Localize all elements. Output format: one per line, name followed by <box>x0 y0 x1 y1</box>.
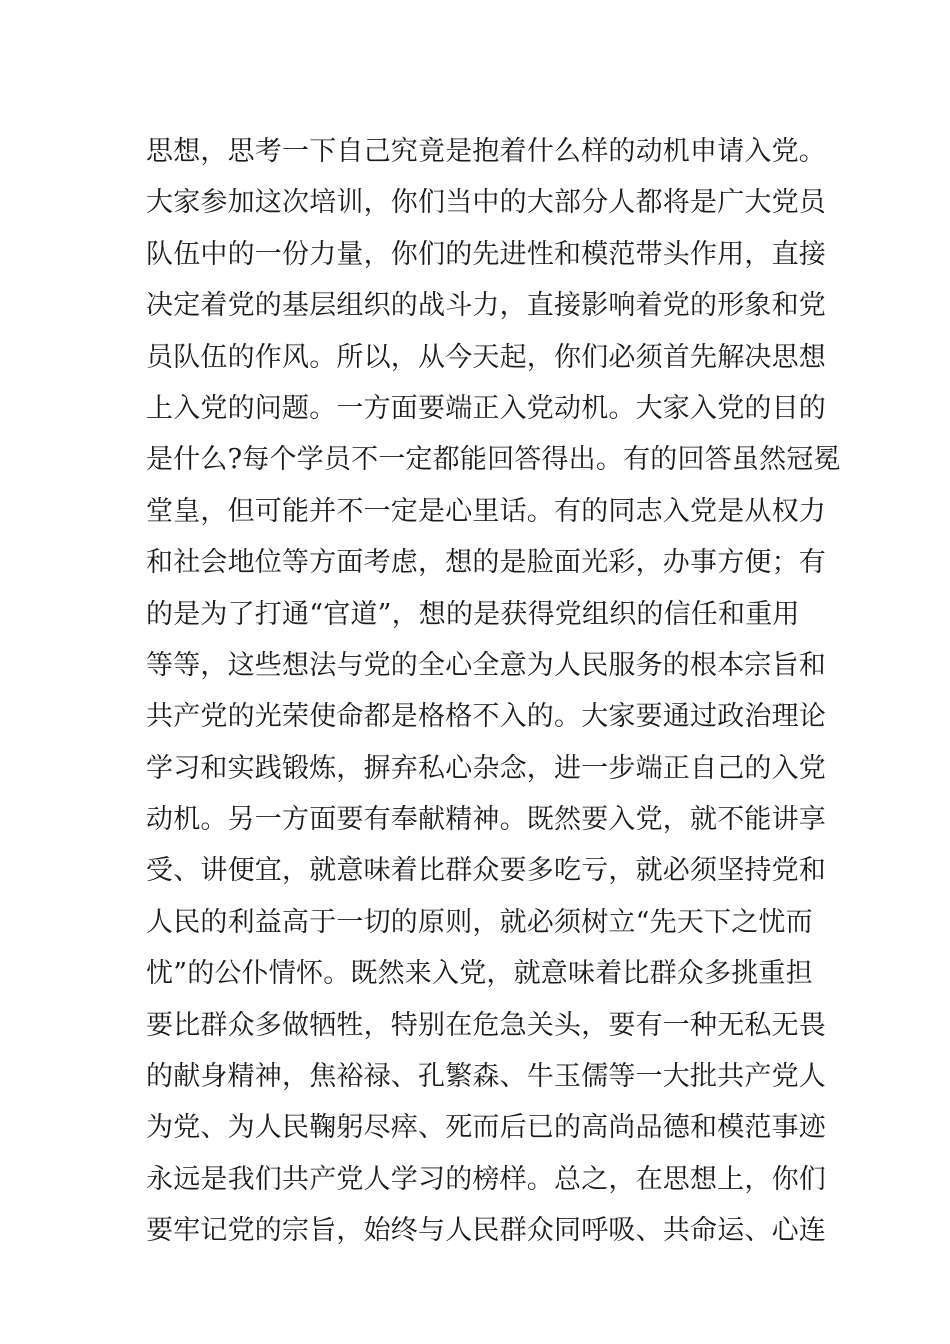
text-line: 堂皇，但可能并不一定是心里话。有的同志入党是从权力 <box>146 495 826 527</box>
text-line: 受、讲便宜，就意味着比群众要多吃亏，就必须坚持党和 <box>146 855 826 887</box>
text-line: 为党、为人民鞠躬尽瘁、死而后已的高尚品德和模范事迹 <box>146 1112 826 1144</box>
body-text <box>146 126 841 1257</box>
text-line: 大家参加这次培训，你们当中的大部分人都将是广大党员 <box>146 187 826 219</box>
text-line: 动机。另一方面要有奉献精神。既然要入党，就不能讲享 <box>146 804 826 836</box>
text-line: 要牢记党的宗旨，始终与人民群众同呼吸、共命运、心连 <box>146 1215 826 1247</box>
text-line: 忧”的公仆情怀。既然来入党，就意味着比群众多挑重担 <box>146 958 813 990</box>
text-line: 共产党的光荣使命都是格格不入的。大家要通过政治理论 <box>146 701 826 733</box>
text-line: 是什么?每个学员不一定都能回答得出。有的回答虽然冠冕 <box>146 444 841 476</box>
text-line: 等等，这些想法与党的全心全意为人民服务的根本宗旨和 <box>146 649 826 681</box>
text-line: 决定着党的基层组织的战斗力，直接影响着党的形象和党 <box>146 290 826 322</box>
text-line: 要比群众多做牺牲，特别在危急关头，要有一种无私无畏 <box>146 1009 826 1041</box>
text-line: 员队伍的作风。所以，从今天起，你们必须首先解决思想 <box>146 341 826 373</box>
text-line: 的献身精神，焦裕禄、孔繁森、牛玉儒等一大批共产党人 <box>146 1061 826 1093</box>
text-line: 永远是我们共产党人学习的榜样。总之，在思想上，你们 <box>146 1163 826 1195</box>
text-line: 队伍中的一份力量，你们的先进性和模范带头作用，直接 <box>146 238 826 270</box>
text-line: 和社会地位等方面考虑，想的是脸面光彩，办事方便；有 <box>146 547 826 579</box>
text-line: 学习和实践锻炼，摒弃私心杂念，进一步端正自己的入党 <box>146 752 826 784</box>
text-line: 上入党的问题。一方面要端正入党动机。大家入党的目的 <box>146 392 826 424</box>
text-line: 思想，思考一下自己究竟是抱着什么样的动机申请入党。 <box>146 136 826 167</box>
text-line: 的是为了打通“官道”，想的是获得党组织的信任和重用 <box>146 598 800 630</box>
text-line: 人民的利益高于一切的原则，就必须树立“先天下之忧而 <box>146 906 813 938</box>
